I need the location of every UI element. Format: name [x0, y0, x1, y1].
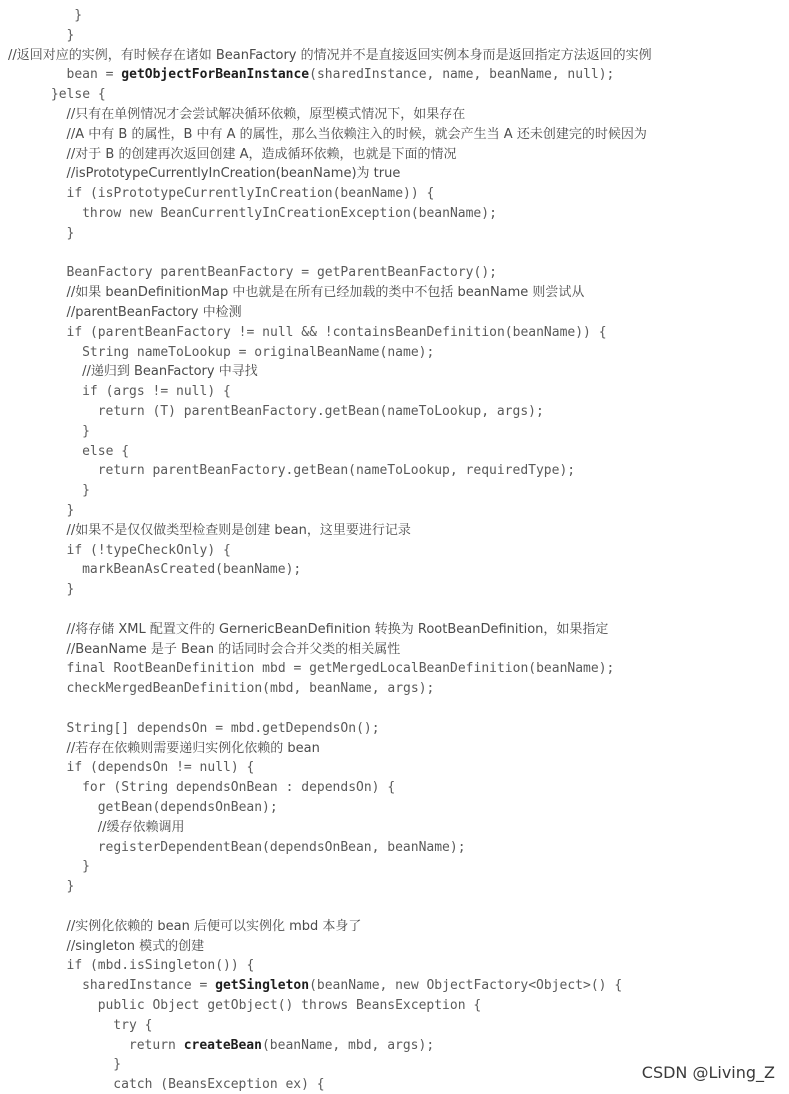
code-line: }	[66, 503, 75, 518]
code-line: getBean(dependsOnBean);	[97, 800, 278, 815]
code-line: return createBean(beanName, mbd, args);	[128, 1037, 435, 1053]
code-line: if (mbd.isSingleton()) {	[66, 958, 255, 974]
code-line: String nameToLookup = originalBeanName(name);	[82, 344, 435, 360]
code-line: for (String dependsOnBean : dependsOn) {	[82, 780, 396, 796]
code-line: }	[66, 225, 75, 241]
comment-line: //BeanName 是子 Bean 的话同时会合并父类的相关属性	[66, 641, 401, 657]
code-line: }	[66, 27, 75, 43]
comment-line: //如果不是仅仅做类型检查则是创建 bean，这里要进行记录	[66, 522, 411, 538]
code-line: sharedInstance = getSingleton(beanName, new ObjectFactory<Object>() {	[82, 978, 623, 994]
comment-line: //parentBeanFactory 中检测	[66, 305, 242, 320]
comment-line: //将存储 XML 配置文件的 GernericBeanDefinition 转换为 RootBeanDefinition，如果指定	[66, 621, 609, 637]
code-line: return (T) parentBeanFactory.getBean(nameToLookup, args);	[97, 404, 544, 419]
code-line: else {	[82, 443, 130, 459]
comment-line: //返回对应的实例，有时候存在诸如 BeanFactory 的情况并不是直接返回实例本身而是返回指定方法返回的实例	[8, 47, 652, 63]
code-line: if (args != null) {	[82, 384, 231, 400]
code-line: if (parentBeanFactory != null && !containsBeanDefinition(beanName)) {	[66, 324, 607, 340]
comment-line: //只有在单例情况才会尝试解决循环依赖，原型模式情况下，如果存在	[66, 107, 466, 122]
code-line: try {	[113, 1017, 153, 1033]
code-line: String[] dependsOn = mbd.getDependsOn();	[66, 720, 380, 736]
comment-line: //如果 beanDefinitionMap 中也就是在所有已经加载的类中不包括 beanName 则尝试从	[66, 285, 585, 301]
code-line: if (dependsOn != null) {	[66, 760, 255, 776]
code-line: }	[66, 582, 75, 598]
code-line: }	[74, 8, 83, 23]
code-line: }	[82, 423, 90, 439]
code-line: }else {	[50, 87, 106, 103]
code-line: markBeanAsCreated(beanName);	[82, 562, 302, 578]
code-line: final RootBeanDefinition mbd = getMergedLocalBeanDefinition(beanName);	[66, 661, 615, 677]
comment-line: //A 中有 B 的属性，B 中有 A 的属性，那么当依赖注入的时候，就会产生当 A 还未创建完的时候因为	[66, 126, 647, 142]
code-line: if (!typeCheckOnly) {	[66, 542, 231, 558]
code-line: }	[66, 879, 75, 895]
code-line: }	[82, 483, 90, 499]
code-line: catch (BeansException ex) {	[113, 1077, 325, 1093]
comment-line: //递归到 BeanFactory 中寻找	[82, 364, 258, 380]
comment-line: //实例化依赖的 bean 后便可以实例化 mbd 本身了	[66, 918, 362, 934]
comment-line: //singleton 模式的创建	[66, 938, 205, 954]
comment-line: //若存在依赖则需要递归实例化依赖的 bean	[66, 740, 320, 756]
code-line: return parentBeanFactory.getBean(nameToLookup, requiredType);	[97, 463, 576, 479]
comment-line: //对于 B 的创建再次返回创建 A，造成循环依赖，也就是下面的情况	[66, 146, 457, 162]
comment-line: //缓存依赖调用	[97, 819, 185, 835]
code-line: }	[113, 1057, 122, 1073]
code-line: checkMergedBeanDefinition(mbd, beanName, args);	[66, 681, 435, 697]
code-line: registerDependentBean(dependsOnBean, beanName);	[97, 839, 466, 855]
comment-line: //isPrototypeCurrentlyInCreation(beanName)为 true	[66, 166, 401, 182]
code-line: throw new BeanCurrentlyInCreationException(beanName);	[82, 206, 497, 221]
code-line: BeanFactory parentBeanFactory = getParentBeanFactory();	[66, 265, 497, 281]
code-line: }	[82, 859, 90, 875]
watermark: CSDN @Living_Z	[641, 1063, 775, 1082]
code-line: public Object getObject() throws BeansException {	[97, 998, 482, 1013]
code-line: if (isPrototypeCurrentlyInCreation(beanName)) {	[66, 186, 435, 202]
code-line: bean = getObjectForBeanInstance(sharedInstance, name, beanName, null);	[66, 67, 615, 83]
